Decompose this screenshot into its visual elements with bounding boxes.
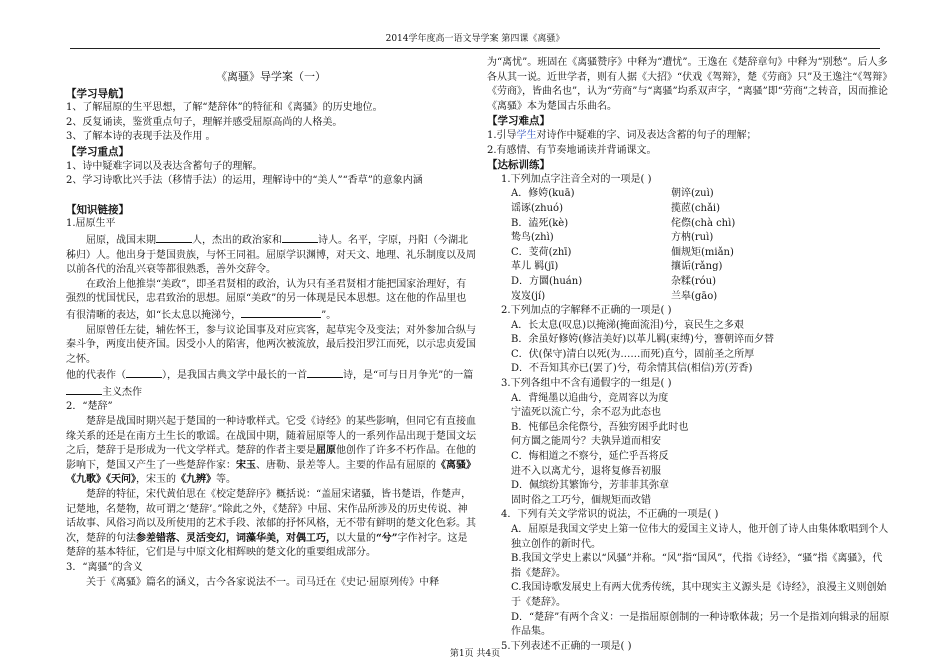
page-header: 2014学年度高一语文导学案 第四课《离骚》 xyxy=(70,30,880,49)
q1-option-row: 岌岌(jí) 兰皋(gāo) xyxy=(511,290,718,302)
section-3-para-1: 关于《离骚》篇名的涵义，古今各家说法不一。司马迁在《史记·屈原列传》中释 xyxy=(86,576,440,588)
question-5: 5.下列表述不正确的一项是( ) xyxy=(501,640,632,652)
q2-option: D．不吾知其亦已(罢了)兮，苟余情其信(相信)芳(芳香) xyxy=(511,363,753,375)
nav-item: 2、反复诵读，鉴赏重点句子，理解并感受屈原高尚的人格美。 xyxy=(66,116,343,128)
training-heading: 【达标训练】 xyxy=(487,159,550,172)
nav-heading: 【学习导航】 xyxy=(66,87,129,100)
q2-option: C．伏(保守)清白以死(为……而死)直兮，固前圣之所厚 xyxy=(511,348,755,360)
q1-option-row: B．溘死(kè) 侘傺(chà chì) xyxy=(511,217,736,229)
page-footer: 第1页 共4页 xyxy=(449,649,501,659)
q1-option-row: D．方圜(huán) 杂糅(róu) xyxy=(511,275,717,287)
q1-option-row: 革儿 羁(jī) 攘诟(rǎng) xyxy=(511,261,723,273)
knowledge-heading: 【知识链接】 xyxy=(66,203,129,216)
q1-option-row: 鸷鸟(zhì) 方枘(ruì) xyxy=(511,232,714,244)
left-column xyxy=(66,56,476,590)
question-2: 2.下列加点的字解释不正确的一项是( ) xyxy=(501,305,672,317)
focus-item: 1、诗中疑难字词以及表达含蓄句子的理解。 xyxy=(66,160,263,172)
difficulty-heading: 【学习难点】 xyxy=(487,115,550,128)
continued-paragraph: 为“离忧”。班固在《离骚赞序》中释为“遭忧”。王逸在《楚辞章句》中释为“别愁”。后人多各从其一说。近世学者，则有人据《大招》“伏戏《驾辩》，楚《劳商》只”及王逸注“《驾辩》《劳商》，皆曲名也”，认为“劳商”与“离骚”均系双声字，“离骚”即“劳商”之转音，因而推论《离骚》本为楚国古乐曲名。 xyxy=(487,57,889,112)
q1-option-row: C．芰荷(zhī) 偭规矩(miǎn) xyxy=(511,246,734,258)
q2-option: B．余虽好修姱(修洁美好)以革儿羁(束缚)兮，謇朝谇而夕替 xyxy=(511,334,774,346)
q3-option: 进不入以离尤兮，退将复修吾初服 xyxy=(511,465,661,477)
q1-option-row: A．修姱(kuā) 朝谇(zuì) xyxy=(511,188,714,200)
fill-blank[interactable] xyxy=(282,232,318,243)
nav-item: 1、了解屈原的生平思想，了解“楚辞体”的特征和《离骚》的历史地位。 xyxy=(66,102,383,114)
document-title: 《离骚》导学案（一） xyxy=(216,70,326,83)
q2-option: A．长太息(叹息)以掩涕(掩面流泪)兮，哀民生之多艰 xyxy=(511,319,744,331)
focus-heading: 【学习重点】 xyxy=(66,145,129,158)
focus-item: 2、学习诗歌比兴手法（移情手法）的运用，理解诗中的“美人”“香草”的意象内涵 xyxy=(66,175,423,187)
question-3: 3.下列各组中不含有通假字的一组是( ) xyxy=(501,378,672,390)
section-3-title: 3．“离骚”的含义 xyxy=(66,562,143,573)
q4-option: D．“楚辞”有两个含义：一是指屈原创制的一种诗歌体裁；另一个是指刘向辑录的屈原作品集。 xyxy=(511,611,890,638)
section-1-title: 1.屈原生平 xyxy=(66,218,116,230)
section-1-para-1: 屈原，战国末期 人，杰出的政治家和 诗人。名平，字原，丹阳（今湖北秭归）人。他出身于楚国贵族，与怀王同祖。屈原学识渊博，对天文、地理、礼乐制度以及周以前各代的治乱兴衰等都很熟悉，善外交辞令。 xyxy=(66,232,476,278)
q4-option: B.我国文学史上素以“风骚”并称。“风”指“国风”，代指《诗经》，“骚”指《离骚》，代指《楚辞》。 xyxy=(511,553,883,579)
fill-blank[interactable] xyxy=(241,307,321,318)
section-2-title: 2．“楚辞” xyxy=(66,401,113,413)
difficulty-item: 1.引导学生对诗作中疑难的字、词及表达含蓄的句子的理解； xyxy=(487,129,757,141)
section-2-para-2: 楚辞的特征，宋代黄伯思在《校定楚辞序》概括说：“盖屈宋诸骚，皆书楚语，作楚声，记楚地，名楚物，故可谓之‘楚辞’。”除此之外，《楚辞》中屈、宋作品所涉及的历史传说、神话故事、风俗习尚以及所使用的艺术手段、浓郁的抒怀风格，无不带有鲜明的楚文化色彩。其次，楚辞的句法参差错落、灵活变幻，词藻华美，对偶工巧，以大量的“兮”字作衬字。这是楚辞的基本特征，它们是与中原文化相辉映的楚文化的重要组成部分。 xyxy=(66,489,476,559)
question-4: 4．下列有关文学常识的说法，不正确的一项是( ) xyxy=(501,509,719,521)
right-column xyxy=(487,56,892,654)
section-1-para-4: 他的代表作（ ），是我国古典文学中最长的一首 诗，是“可与日月争光”的一篇主义杰作 xyxy=(66,367,476,400)
q4-option: A．屈原是我国文学史上第一位伟大的爱国主义诗人，他开创了诗人由集体歌唱到个人独立创作的新时代。 xyxy=(511,524,889,550)
fill-blank[interactable] xyxy=(126,367,162,378)
q3-option: C．悔相道之不察兮，延伫乎吾将反 xyxy=(511,451,669,463)
student-link[interactable]: 学生 xyxy=(516,129,537,141)
q3-option: 宁溘死以流亡兮，余不忍为此态也 xyxy=(511,407,661,419)
q3-option: 固时俗之工巧兮，偭规矩而改错 xyxy=(511,494,651,506)
q3-option: D．佩缤纷其繁饰兮，芳菲菲其弥章 xyxy=(511,480,670,492)
fill-blank[interactable] xyxy=(156,232,192,243)
q3-option: A．背绳墨以追曲兮，竞周容以为度 xyxy=(511,392,669,404)
section-2-para-1: 楚辞是战国时期兴起于楚国的一种诗歌样式。它受《诗经》的某些影响，但同它有直接血缘关系的还是在南方土生长的歌谣。在战国中期，随着屈原等人的一系列作品出现于楚国文坛之后，楚辞于是形成为一代文学样式。楚辞的作者主要是屈原他创作了许多不朽作品。在他的影响下，楚国又产生了一些楚辞作家：宋玉、唐勒、景差等人。主要的作品有屈原的《离骚》《九歌》《天问》，宋玉的《九辨》等。 xyxy=(66,416,476,486)
q3-option: 何方圜之能周兮？夫孰异道而相安 xyxy=(511,436,661,448)
q3-option: B．忳郁邑余侘傺兮，吾独穷困乎此时也 xyxy=(511,421,689,433)
q1-option-row: 谣诼(zhuó) 揽茝(chǎi) xyxy=(511,202,721,214)
q4-option: C.我国诗歌发展史上有两大优秀传统，其中现实主义源头是《诗经》，浪漫主义则创始于《楚辞》。 xyxy=(511,582,887,608)
section-1-para-2: 在政治上他推崇“美政”，即圣君贤相的政治，认为只有圣君贤相才能把国家治理好，有强烈的忧国忧民，忠君致治的思想。屈原“美政”的另一体现是民本思想。这在他的作品里也有很清晰的表达，如“长太息以掩涕兮， ”。 xyxy=(66,278,467,321)
fill-blank[interactable] xyxy=(307,367,343,378)
nav-item: 3、了解本诗的表现手法及作用 。 xyxy=(66,131,216,143)
section-1-para-3: 屈原曾任左徒，辅佐怀王，参与议论国事及对应宾客，起草宪令及变法；对外参加合纵与秦斗争，两度出使齐国。因受小人的陷害，他两次被流放，最后投汨罗江而死，以示忠贞爱国之怀。 xyxy=(66,324,476,365)
question-1: 1.下列加点字注音全对的一项是( ) xyxy=(501,173,652,185)
difficulty-item: 2.有感情、有节奏地诵读并背诵课文。 xyxy=(487,144,657,156)
fill-blank[interactable] xyxy=(66,384,102,395)
